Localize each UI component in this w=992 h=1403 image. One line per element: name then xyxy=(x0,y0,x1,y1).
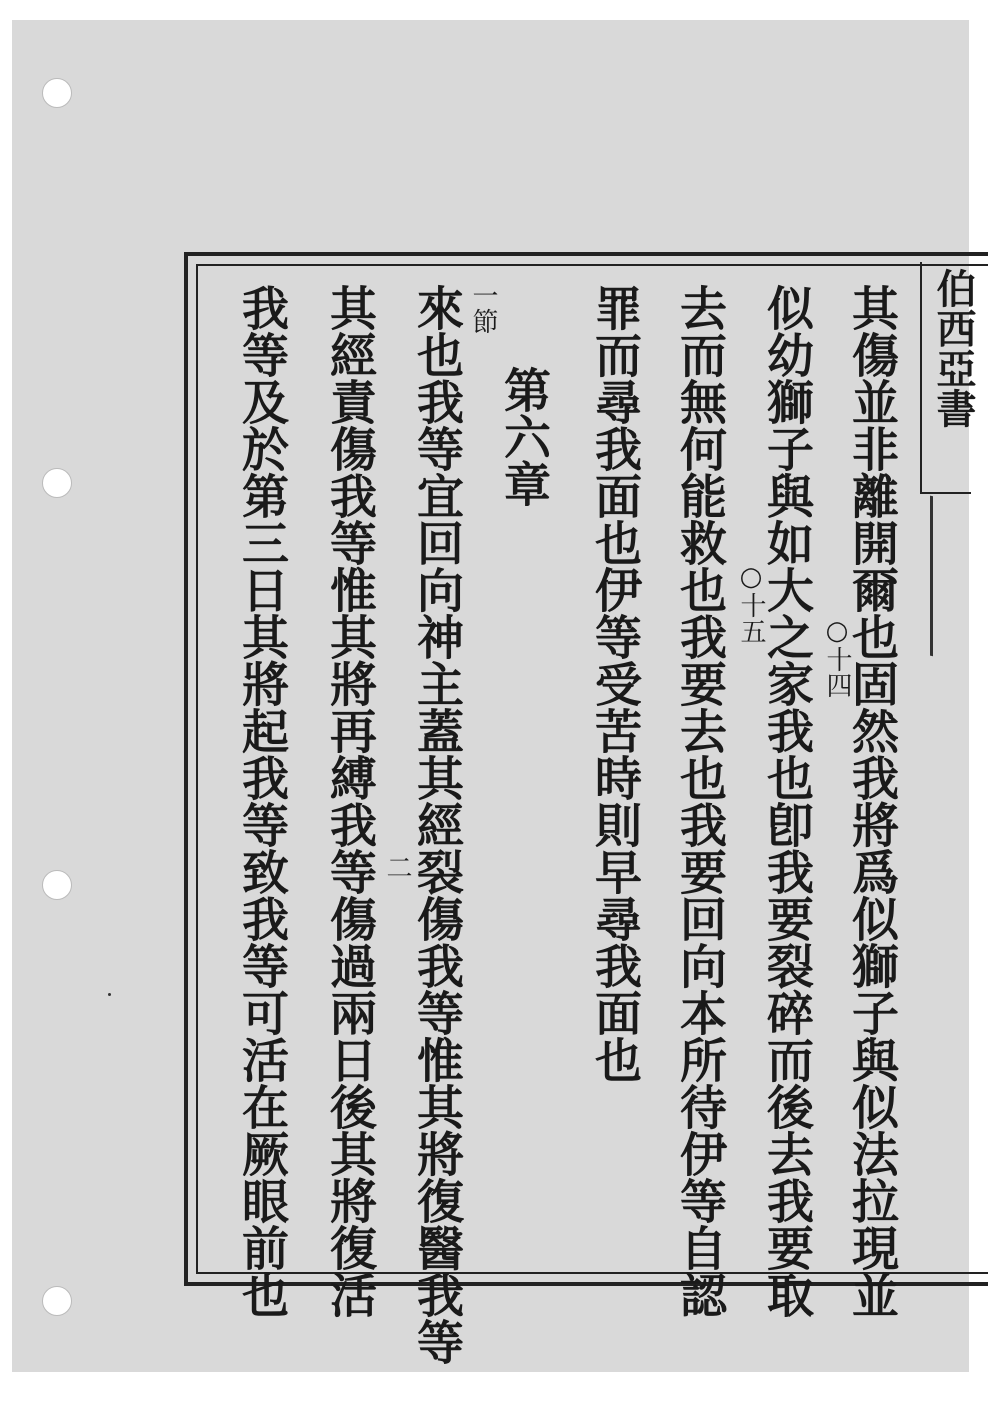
text-column-1: 其傷並非離開爾也固然我將爲似獅子與似法拉現並 xyxy=(844,284,899,1318)
punch-hole-1 xyxy=(42,78,72,108)
verse-marker-2: 二 xyxy=(382,854,412,880)
text-block-border xyxy=(184,252,988,1365)
text-column-5: 來也我等宜回向神主蓋其經裂傷我等惟其將復醫我等 xyxy=(409,284,464,1365)
stray-mark xyxy=(108,993,111,996)
text-column-7: 我等及於第三日其將起我等致我等可活在厥眼前也 xyxy=(234,284,289,1318)
punch-hole-4 xyxy=(42,1286,72,1316)
text-column-6: 其經責傷我等惟其將再縛我等傷過兩日後其將復活 xyxy=(322,284,377,1318)
book-title: 伯西亞書 xyxy=(930,268,977,428)
text-column-3: 去而無何能救也我要去也我要回向本所待伊等自認 xyxy=(672,284,727,1318)
chapter-heading: 第六章 xyxy=(496,366,551,507)
verse-marker-1: 一節 xyxy=(468,282,498,334)
text-column-4: 罪而尋我面也伊等受苦時則早尋我面也 xyxy=(587,284,642,1083)
verse-marker-15: ○十五 xyxy=(736,562,766,644)
text-column-2: 似幼獅子與如大之家我也卽我要裂碎而後去我要取 xyxy=(759,284,814,1318)
punch-hole-3 xyxy=(42,870,72,900)
page-edge-fragment xyxy=(930,496,971,665)
text-block-inner-border xyxy=(196,264,988,1365)
punch-hole-2 xyxy=(42,468,72,498)
verse-marker-14: ○十四 xyxy=(822,616,852,698)
